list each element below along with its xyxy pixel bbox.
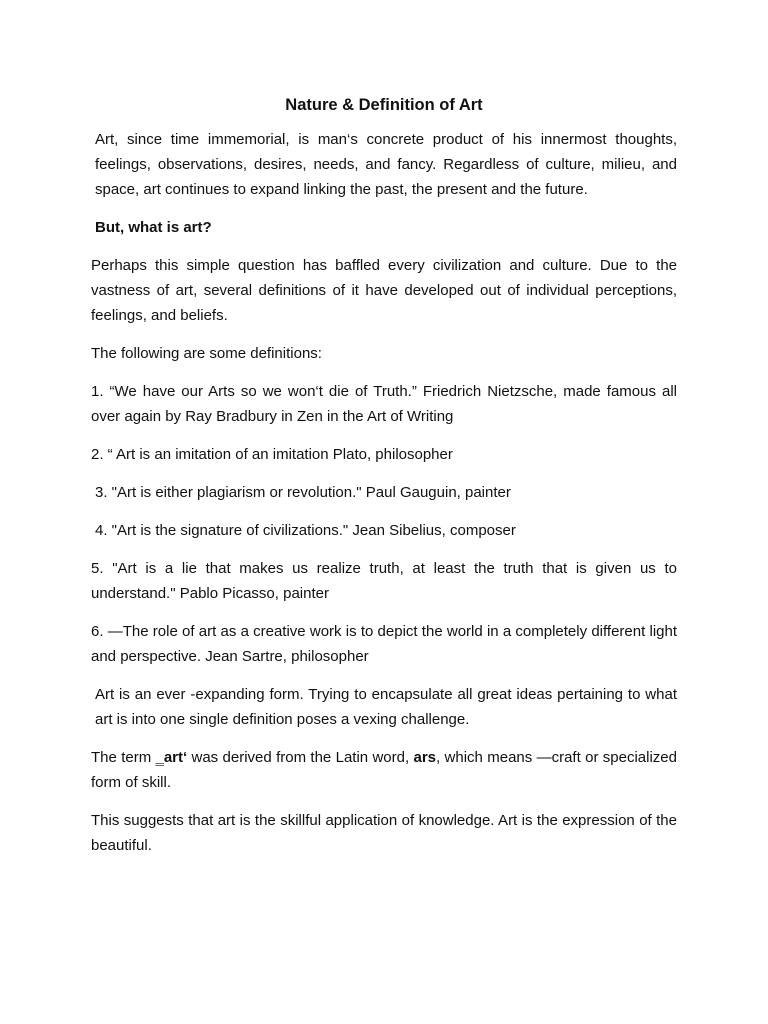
term-paragraph: [91, 745, 677, 795]
expanding-paragraph: Art is an ever -expanding form. Trying to encapsulate all great ideas pertaining to what art is into one single definition poses a vexing challenge.: [95, 686, 677, 728]
latin-word: ars: [413, 749, 437, 766]
term-text-1: The term: [91, 749, 156, 766]
definition-item-6: 6. ―The role of art as a creative work is to depict the world in a completely different light and perspective. Jean Sartre, philosopher: [91, 623, 677, 665]
term-word: ‗art‘: [155, 749, 188, 766]
vastness-paragraph: Perhaps this simple question has baffled every civilization and culture. Due to the vastness of art, several definitions of it have developed out of individual perceptions, feelings, and beliefs.: [91, 257, 677, 324]
definition-item-4: 4. "Art is the signature of civilizations." Jean Sibelius, composer: [95, 522, 516, 539]
document-body: [91, 93, 677, 871]
definition-item-3: 3. "Art is either plagiarism or revolution." Paul Gauguin, painter: [95, 484, 511, 501]
term-text-3: , which means ―craft or specialized form of skill.: [91, 749, 677, 791]
intro-paragraph: Art, since time immemorial, is man‘s concrete product of his innermost thoughts, feelings, observations, desires, needs, and fancy. Regardless of culture, milieu, and space, art continues to expand linking the past, the present and the future.: [95, 131, 677, 198]
definition-item-2: 2. “ Art is an imitation of an imitation Plato, philosopher: [91, 446, 453, 463]
term-text-2: was derived from the Latin word,: [187, 749, 414, 766]
question-heading: But, what is art?: [95, 219, 212, 236]
definition-item-1: 1. “We have our Arts so we won‘t die of Truth.” Friedrich Nietzsche, made famous all over again by Ray Bradbury in Zen in the Art of Writing: [91, 383, 677, 425]
document-title: Nature & Definition of Art: [285, 96, 483, 114]
suggests-paragraph: This suggests that art is the skillful application of knowledge. Art is the expression of the beautiful.: [91, 812, 677, 854]
definitions-intro: The following are some definitions:: [91, 345, 322, 362]
definition-item-5: 5. "Art is a lie that makes us realize truth, at least the truth that is given us to understand." Pablo Picasso, painter: [91, 560, 677, 602]
